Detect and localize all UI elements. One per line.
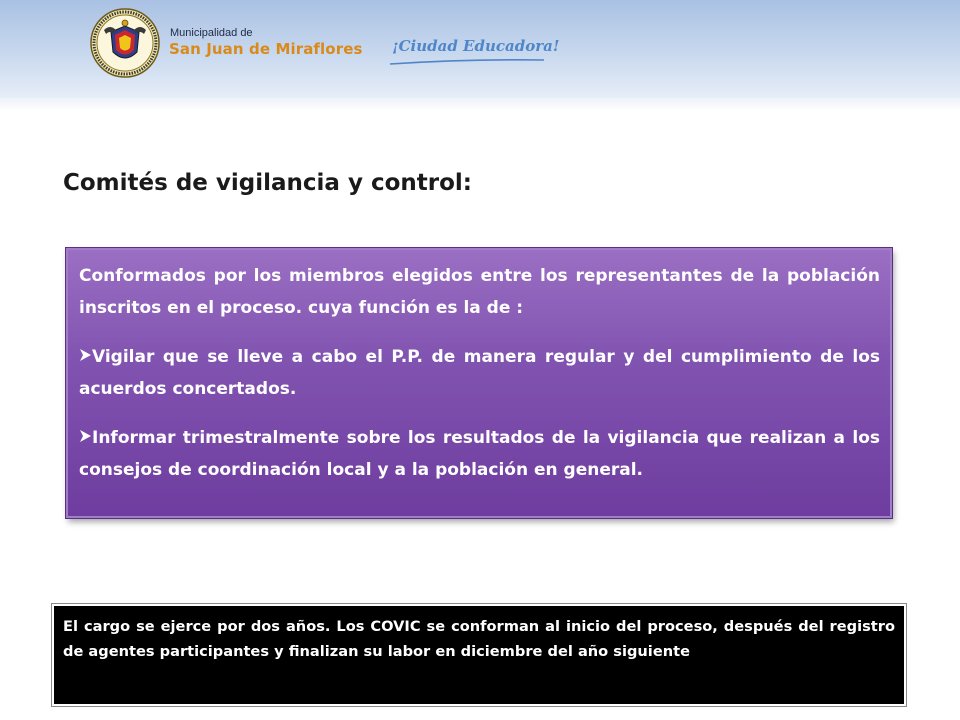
functions-bullet <box>79 422 880 486</box>
spacer <box>79 405 880 422</box>
functions-bullet <box>79 341 880 405</box>
functions-box <box>66 248 892 518</box>
term-note-box <box>52 604 906 706</box>
slogan: ¡Ciudad Educadora! <box>392 37 560 55</box>
arrow-bullet-icon <box>79 429 92 443</box>
slogan-underline <box>388 58 548 66</box>
functions-intro: Conformados por los miembros elegidos entre los representantes de la población inscritos en el proceso. cuya función es la de : <box>79 266 880 318</box>
arrow-bullet-icon <box>79 348 92 362</box>
term-note-text: El cargo se ejerce por dos años. Los COVIC se conforman al inicio del proceso, después del registro de agentes participantes y finalizan su labor en diciembre del año siguiente <box>63 618 895 660</box>
municipality-name: San Juan de Miraflores <box>169 40 363 58</box>
municipal-coat-of-arms-icon <box>90 8 160 78</box>
municipality-prefix: Municipalidad de <box>170 27 253 39</box>
bullet-text: Vigilar que se lleve a cabo el P.P. de manera regular y del cumplimiento de los acuerdos concertados. <box>79 347 880 399</box>
spacer <box>79 324 880 341</box>
bullet-text: Informar trimestralmente sobre los resultados de la vigilancia que realizan a los consejos de coordinación local y a la población en general. <box>79 428 880 480</box>
header-fade <box>0 98 960 112</box>
slide-title: Comités de vigilancia y control: <box>63 170 472 196</box>
